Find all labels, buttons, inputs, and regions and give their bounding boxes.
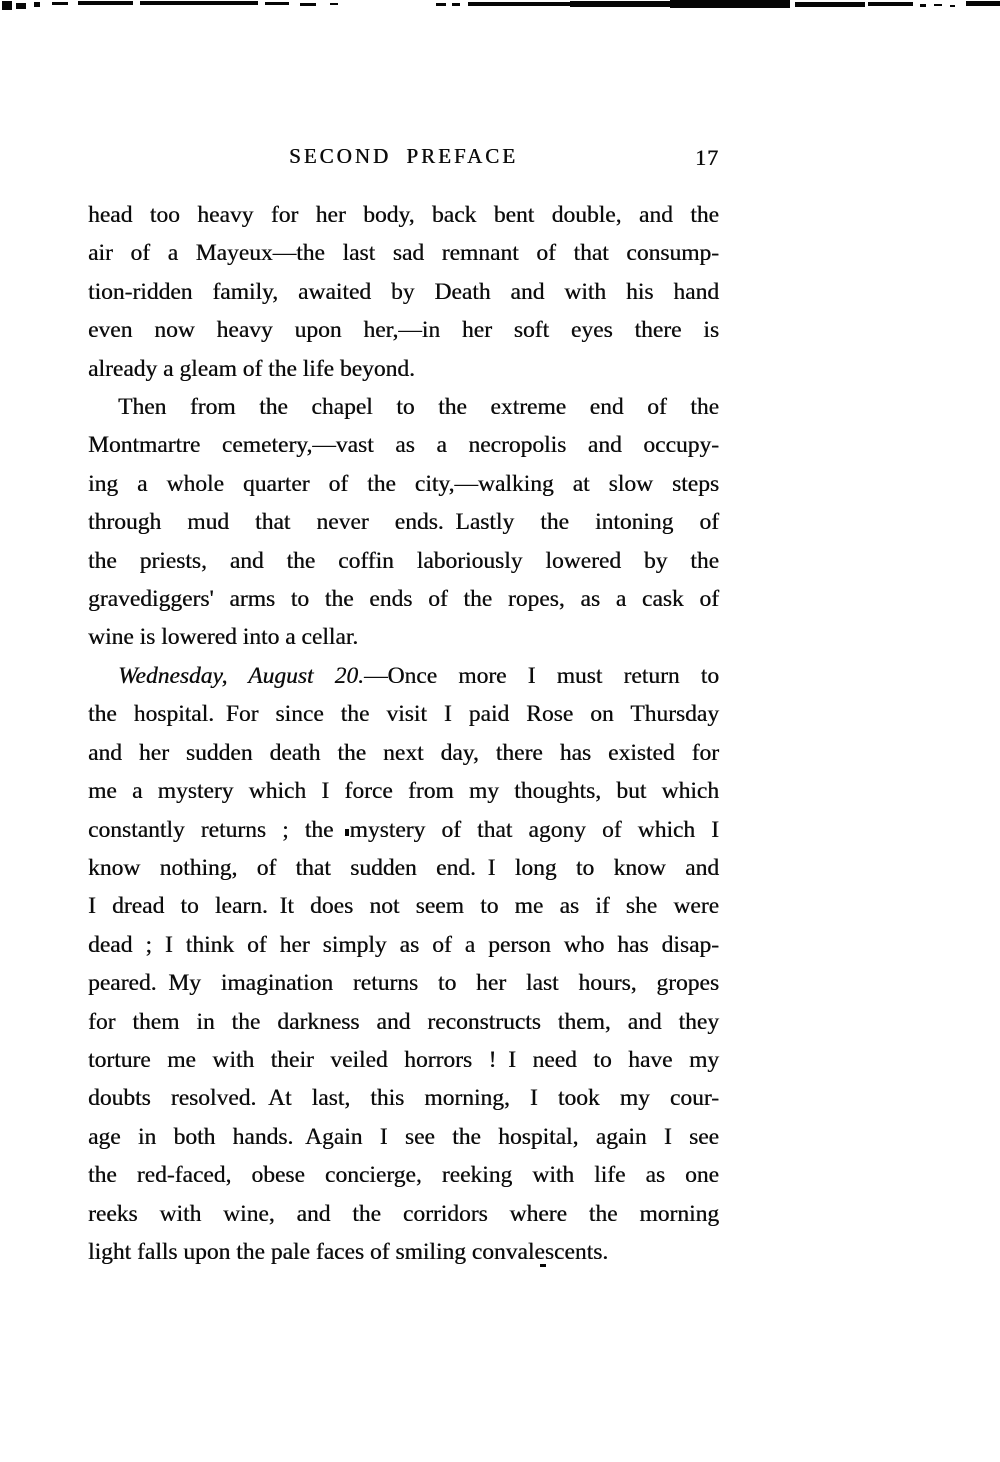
text-line: even now heavy upon her,—in her soft eyes there is <box>88 317 719 344</box>
text-line: I dread to learn. It does not seem to me as if she were <box>88 893 719 920</box>
scan-artifact-mark <box>570 1 670 7</box>
text-line: know nothing, of that sudden end. I long to know and <box>88 854 719 881</box>
text-line: and her sudden death the next day, there has existed for <box>88 739 719 766</box>
text-line: already a gleam of the life beyond. <box>88 355 415 382</box>
text-line: doubts resolved. At last, this morning, I took my cour- <box>88 1085 719 1112</box>
diary-date-italic: Wednesday, August 20. <box>118 662 364 689</box>
scan-artifact-mark <box>868 2 913 6</box>
text-segment: —Once more I must return to <box>363 662 719 689</box>
text-line: tion-ridden family, awaited by Death and with his hand <box>88 278 719 305</box>
scan-artifact-mark <box>795 2 865 7</box>
page-body <box>88 196 719 1271</box>
scan-artifact-mark <box>16 3 26 9</box>
text-line: Then from the chapel to the extreme end of the <box>118 394 719 421</box>
scan-artifact-mark <box>934 4 942 6</box>
text-line: for them in the darkness and reconstructs them, and they <box>88 1008 719 1035</box>
text-line: me a mystery which I force from my thoughts, but which <box>88 778 719 805</box>
scan-artifact-mark <box>78 1 133 5</box>
text-line: torture me with their veiled horrors ! I need to have my <box>88 1046 719 1073</box>
scan-artifact-mark <box>670 0 790 8</box>
scan-artifact-mark <box>468 2 570 6</box>
text-line: air of a Mayeux—the last sad remnant of that consump- <box>88 240 719 267</box>
text-line: through mud that never ends. Lastly the intoning of <box>88 509 719 536</box>
scan-artifact-mark <box>920 4 926 7</box>
paragraph <box>88 388 719 657</box>
scan-artifact-mark <box>436 3 446 6</box>
text-line: reeks with wine, and the corridors where the morning <box>88 1200 719 1227</box>
text-line <box>88 657 719 695</box>
text-line: dead ; I think of her simply as of a person who has disap- <box>88 931 719 958</box>
text-line: light falls upon the pale faces of smiling convalescents. <box>88 1238 609 1265</box>
paragraph <box>88 196 719 388</box>
paragraph <box>88 657 719 1272</box>
page-number: 17 <box>695 145 719 170</box>
scan-artifact-mark <box>34 2 40 7</box>
scan-artifact-mark <box>300 3 316 6</box>
text-line: the red-faced, obese concierge, reeking with life as one <box>88 1162 719 1189</box>
scan-artifact-mark <box>452 3 460 6</box>
text-line: ing a whole quarter of the city,—walking at slow steps <box>88 470 719 497</box>
text-line: constantly returns ; the mystery of that agony of which I <box>88 816 719 843</box>
scan-artifact-mark <box>330 3 338 5</box>
scan-artifact-mark <box>265 2 289 5</box>
page-header <box>88 144 719 178</box>
text-line: peared. My imagination returns to her last hours, gropes <box>88 970 719 997</box>
running-title: SECOND PREFACE <box>289 144 518 168</box>
scan-artifact-mark <box>966 1 1000 6</box>
text-line: wine is lowered into a cellar. <box>88 624 359 651</box>
scan-artifact-mark <box>2 1 12 10</box>
scan-artifact-mark <box>950 5 955 7</box>
text-line: age in both hands. Again I see the hospital, again I see <box>88 1123 719 1150</box>
scan-artifact-mark <box>52 2 68 5</box>
scan-artifact-mark <box>140 1 258 5</box>
text-line: Montmartre cemetery,—vast as a necropolis and occupy- <box>88 432 719 459</box>
text-line: head too heavy for her body, back bent double, and the <box>88 202 719 228</box>
text-line: the priests, and the coffin laboriously lowered by the <box>88 547 719 574</box>
text-line: the hospital. For since the visit I paid Rose on Thursday <box>88 701 719 728</box>
text-line: gravediggers' arms to the ends of the ropes, as a cask of <box>88 586 719 613</box>
